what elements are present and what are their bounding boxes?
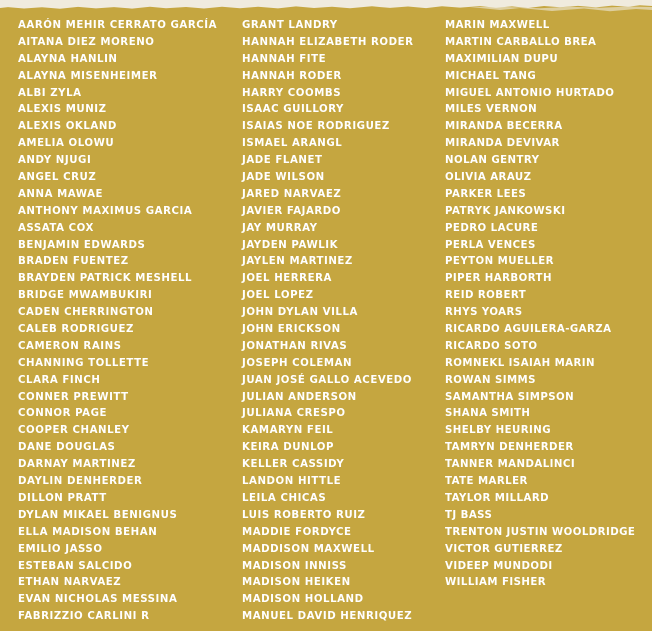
name-list-item: COOPER CHANLEY [18,425,130,437]
name-list-item: ALEXIS OKLAND [18,121,117,133]
name-list-item: JAYDEN PAWLIK [242,239,339,251]
name-list-item: BENJAMIN EDWARDS [18,239,146,251]
name-list-item: DARNAY MARTINEZ [18,459,136,471]
name-list-item: AITANA DIEZ MORENO [18,36,155,48]
name-list-item: HARRY COOMBS [242,87,342,99]
name-list-item: VICTOR GUTIERREZ [445,543,563,555]
name-list-item: PIPER HARBORTH [445,273,552,285]
name-list-item: BRAYDEN PATRICK MESHELL [18,273,193,285]
name-list-item: MIRANDA DEVIVAR [445,138,560,150]
name-list-item: MADISON HEIKEN [242,577,351,589]
name-list-item: REID ROBERT [445,290,527,302]
name-list-item: KELLER CASSIDY [242,459,345,471]
name-list-item: KEIRA DUNLOP [242,442,335,454]
name-list-item: ISAIAS NOE RODRIGUEZ [242,121,390,133]
name-list-item: ALEXIS MUNIZ [18,104,107,116]
name-list-item: MIGUEL ANTONIO HURTADO [445,87,615,99]
name-list-item: SHANA SMITH [445,408,531,420]
name-list-item: GRANT LANDRY [242,20,338,31]
name-list-item: MIRANDA BECERRA [445,121,563,133]
name-list-item: MAXIMILIAN DUPU [445,53,559,65]
name-list-item: ALBI ZYLA [18,87,82,99]
name-list-item: TRENTON JUSTIN WOOLDRIDGE [445,526,636,538]
name-list-item: RHYS YOARS [445,307,523,319]
name-list-item: PEYTON MUELLER [445,256,554,268]
name-list-item: BRADEN FUENTEZ [18,256,129,268]
name-list-item: JOHN DYLAN VILLA [242,307,358,319]
name-list-item: WILLIAM FISHER [445,577,547,589]
name-list-item: DYLAN MIKAEL BENIGNUS [18,509,178,521]
name-list-item: LANDON HITTLE [242,476,342,488]
name-list-item: ANTHONY MAXIMUS GARCIA [18,205,193,217]
name-list-item: TAYLOR MILLARD [445,492,550,504]
name-list-item: RICARDO AGUILERA-GARZA [445,324,612,336]
name-column-1 [18,18,217,626]
name-list-item: ELLA MADISON BEHAN [18,526,158,538]
name-list-item: DAYLIN DENHERDER [18,476,143,488]
name-list-item: CADEN CHERRINGTON [18,307,154,319]
name-list-item: NOLAN GENTRY [445,155,540,167]
name-list-item: EMILIO JASSO [18,543,103,555]
name-list-item: MANUEL DAVID HENRIQUEZ [242,611,413,623]
name-list-item: SAMANTHA SIMPSON [445,391,575,403]
name-list-item: EVAN NICHOLAS MESSINA [18,594,178,606]
name-list-item: TATE MARLER [445,476,528,488]
name-list-item: HANNAH ELIZABETH RODER [242,36,414,48]
name-column-3 [445,18,635,592]
name-list-item: JADE FLANET [242,155,323,167]
name-list-item: JOEL LOPEZ [242,290,314,302]
name-list-item: CONNOR PAGE [18,408,108,420]
name-list-item: JADE WILSON [242,172,325,184]
name-list-item: ANNA MAWAE [18,188,104,200]
name-list-item: MADISON INNISS [242,560,347,572]
name-list-item: ROWAN SIMMS [445,374,536,386]
name-list-item: ASSATA COX [18,222,94,234]
name-list-item: ISMAEL ARANGL [242,138,343,150]
name-list-item: CALEB RODRIGUEZ [18,324,134,336]
name-list-item: CAMERON RAINS [18,340,122,352]
torn-paper-edge [0,0,652,18]
name-list-item: MADDISON MAXWELL [242,543,375,555]
name-list-item: JUAN JOSÉ GALLO ACEVEDO [242,374,413,386]
name-list-item: DILLON PRATT [18,492,107,504]
name-list-item: MARIN MAXWELL [445,20,550,31]
name-list-item: CLARA FINCH [18,374,101,386]
name-list-item: ISAAC GUILLORY [242,104,344,116]
name-list-item: PERLA VENCES [445,239,536,251]
name-list-item: PARKER LEES [445,188,527,200]
name-list-item: JAYLEN MARTINEZ [242,256,353,268]
name-list-item: ESTEBAN SALCIDO [18,560,133,572]
name-list-item: JULIANA CRESPO [242,408,346,420]
name-list-item: ALAYNA HANLIN [18,53,118,65]
name-list-item: MICHAEL TANG [445,70,537,82]
name-list-item: JAVIER FAJARDO [242,205,342,217]
name-column-2 [242,18,414,626]
name-list-item: SHELBY HEURING [445,425,552,437]
name-list-item: CHANNING TOLLETTE [18,357,150,369]
name-list-item: OLIVIA ARAUZ [445,172,532,184]
name-list-item: JOEL HERRERA [242,273,332,285]
name-list-item: MADDIE FORDYCE [242,526,352,538]
name-list-item: AMELIA OLOWU [18,138,115,150]
name-list-item: TANNER MANDALINCI [445,459,576,471]
name-list-item: JULIAN ANDERSON [242,391,357,403]
name-list-item: JARED NARVAEZ [242,188,342,200]
name-list-item: JONATHAN RIVAS [242,340,348,352]
name-list-item: KAMARYN FEIL [242,425,334,437]
name-list-item: JOHN ERICKSON [242,324,341,336]
name-list-item: MADISON HOLLAND [242,594,364,606]
name-list-item: CONNER PREWITT [18,391,129,403]
name-list-item: LEILA CHICAS [242,492,327,504]
name-list-item: LUIS ROBERTO RUIZ [242,509,366,521]
name-list-item: TAMRYN DENHERDER [445,442,574,454]
name-list-item: ROMNEKL ISAIAH MARIN [445,357,596,369]
name-list-item: MILES VERNON [445,104,538,116]
name-list-item: ETHAN NARVAEZ [18,577,122,589]
name-list-item: JAY MURRAY [242,222,318,234]
name-list-item: JOSEPH COLEMAN [242,357,353,369]
name-list-item: BRIDGE MWAMBUKIRI [18,290,153,302]
name-list-item: ANDY NJUGI [18,155,92,167]
name-list-item: TJ BASS [445,509,493,521]
name-list-item: PATRYK JANKOWSKI [445,205,566,217]
name-list-item: MARTIN CARBALLO BREA [445,36,597,48]
name-list-item: HANNAH FITE [242,53,327,65]
name-list-item: RICARDO SOTO [445,340,538,352]
name-list-item: PEDRO LACURE [445,222,539,234]
name-list-item: HANNAH RODER [242,70,342,82]
name-list-item: ANGEL CRUZ [18,172,97,184]
name-list-item: AARÓN MEHIR CERRATO GARCÍA [18,20,218,31]
name-list-item: DANE DOUGLAS [18,442,116,454]
name-list-item: ALAYNA MISENHEIMER [18,70,158,82]
name-list-item: FABRIZZIO CARLINI R [18,611,150,623]
name-list-item: VIDEEP MUNDODI [445,560,553,572]
